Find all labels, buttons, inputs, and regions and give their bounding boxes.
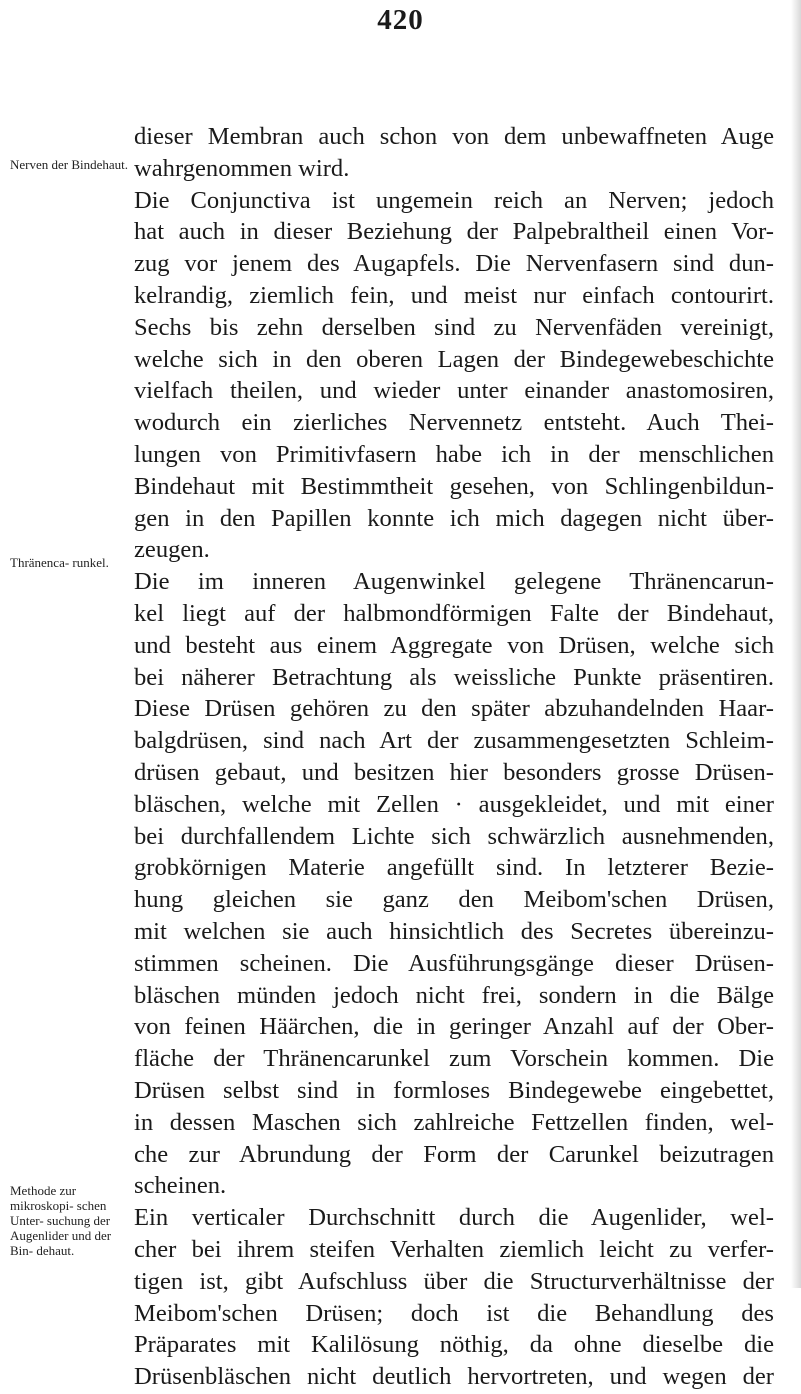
- text-line: tigen ist, gibt Aufschluss über die Structurverhältnisse der: [134, 1267, 774, 1295]
- text-line: bei durchfallendem Lichte sich schwärzlich ausnehmenden,: [134, 822, 774, 850]
- text-line: grobkörnigen Materie angefüllt sind. In letzterer Bezie-: [134, 854, 774, 882]
- text-line: cher bei ihrem steifen Verhalten ziemlich leicht zu verfer-: [134, 1236, 774, 1263]
- text-line: wodurch ein zierliches Nervennetz entsteht. Auch Thei-: [134, 409, 774, 437]
- text-line: drüsen gebaut, und besitzen hier besonders grosse Drüsen-: [134, 759, 774, 786]
- page-number: 420: [377, 4, 424, 36]
- text-line: Drüsen selbst sind in formloses Bindegewebe eingebettet,: [134, 1077, 774, 1104]
- text-line: in dessen Maschen sich zahlreiche Fettzellen finden, wel-: [134, 1108, 774, 1136]
- text-line: zeugen.: [134, 536, 210, 564]
- text-line: bläschen münden jedoch nicht frei, sondern in die Bälge: [134, 981, 774, 1009]
- text-line: vielfach theilen, und wieder unter einander anastomosiren,: [134, 377, 774, 405]
- text-line: stimmen scheinen. Die Ausführungsgänge dieser Drüsen-: [134, 949, 774, 977]
- text-line: Bindehaut mit Bestimmtheit gesehen, von Schlingenbildun-: [134, 472, 774, 500]
- text-line: kelrandig, ziemlich fein, und meist nur einfach contourirt.: [134, 282, 774, 309]
- text-line: welche sich in den oberen Lagen der Bindegewebeschichte: [134, 345, 774, 373]
- text-line: Drüsenbläschen nicht deutlich hervortreten, und wegen der: [134, 1363, 774, 1391]
- text-line: che zur Abrundung der Form der Carunkel beizutragen: [134, 1140, 774, 1168]
- text-line: Sechs bis zehn derselben sind zu Nervenfäden vereinigt,: [134, 313, 774, 341]
- text-line: kel liegt auf der halbmondförmigen Falte der Bindehaut,: [134, 600, 774, 627]
- text-line: hung gleichen sie ganz den Meibom'schen Drüsen,: [134, 886, 774, 914]
- margin-note-caruncle: Thränenca- runkel.: [10, 555, 109, 570]
- text-line: Meibom'schen Drüsen; doch ist die Behandlung des: [134, 1299, 774, 1327]
- text-line: wahrgenommen wird.: [134, 154, 350, 182]
- text-line: und besteht aus einem Aggregate von Drüsen, welche sich: [134, 631, 774, 659]
- margin-note-method: Methode zur mikroskopi- schen Unter- suchung der Augenlider und der Bin- dehaut.: [10, 1183, 112, 1258]
- text-line: Die Conjunctiva ist ungemein reich an Nerven; jedoch: [134, 186, 774, 214]
- text-line: scheinen.: [134, 1172, 227, 1200]
- text-line: mit welchen sie auch hinsichtlich des Secretes übereinzu-: [134, 918, 774, 945]
- text-line: Die im inneren Augenwinkel gelegene Thränencarun-: [134, 568, 774, 596]
- text-line: hat auch in dieser Beziehung der Palpebraltheil einen Vor-: [134, 218, 774, 246]
- text-line: dieser Membran auch schon von dem unbewaffneten Auge: [134, 123, 774, 150]
- text-line: lungen von Primitivfasern habe ich in der menschlichen: [134, 441, 774, 468]
- margin-note-nerves: Nerven der Bindehaut.: [10, 157, 129, 172]
- text-line: fläche der Thränencarunkel zum Vorschein kommen. Die: [134, 1045, 774, 1073]
- text-line: Präparates mit Kalilösung nöthig, da ohne dieselbe die: [134, 1331, 774, 1359]
- text-line: Ein verticaler Durchschnitt durch die Augenlider, wel-: [134, 1204, 774, 1232]
- text-line: von feinen Häärchen, die in geringer Anzahl auf der Ober-: [134, 1013, 774, 1041]
- text-line: bläschen, welche mit Zellen · ausgekleidet, und mit einer: [134, 790, 774, 818]
- page-edge-shadow: [791, 0, 801, 1288]
- text-line: bei näherer Betrachtung als weissliche Punkte präsentiren.: [134, 663, 774, 691]
- text-line: balgdrüsen, sind nach Art der zusammengesetzten Schleim-: [134, 727, 774, 755]
- text-line: Diese Drüsen gehören zu den später abzuhandelnden Haar-: [134, 695, 774, 723]
- text-line: gen in den Papillen konnte ich mich dagegen nicht über-: [134, 504, 774, 532]
- text-line: zug vor jenem des Augapfels. Die Nervenfasern sind dun-: [134, 250, 774, 278]
